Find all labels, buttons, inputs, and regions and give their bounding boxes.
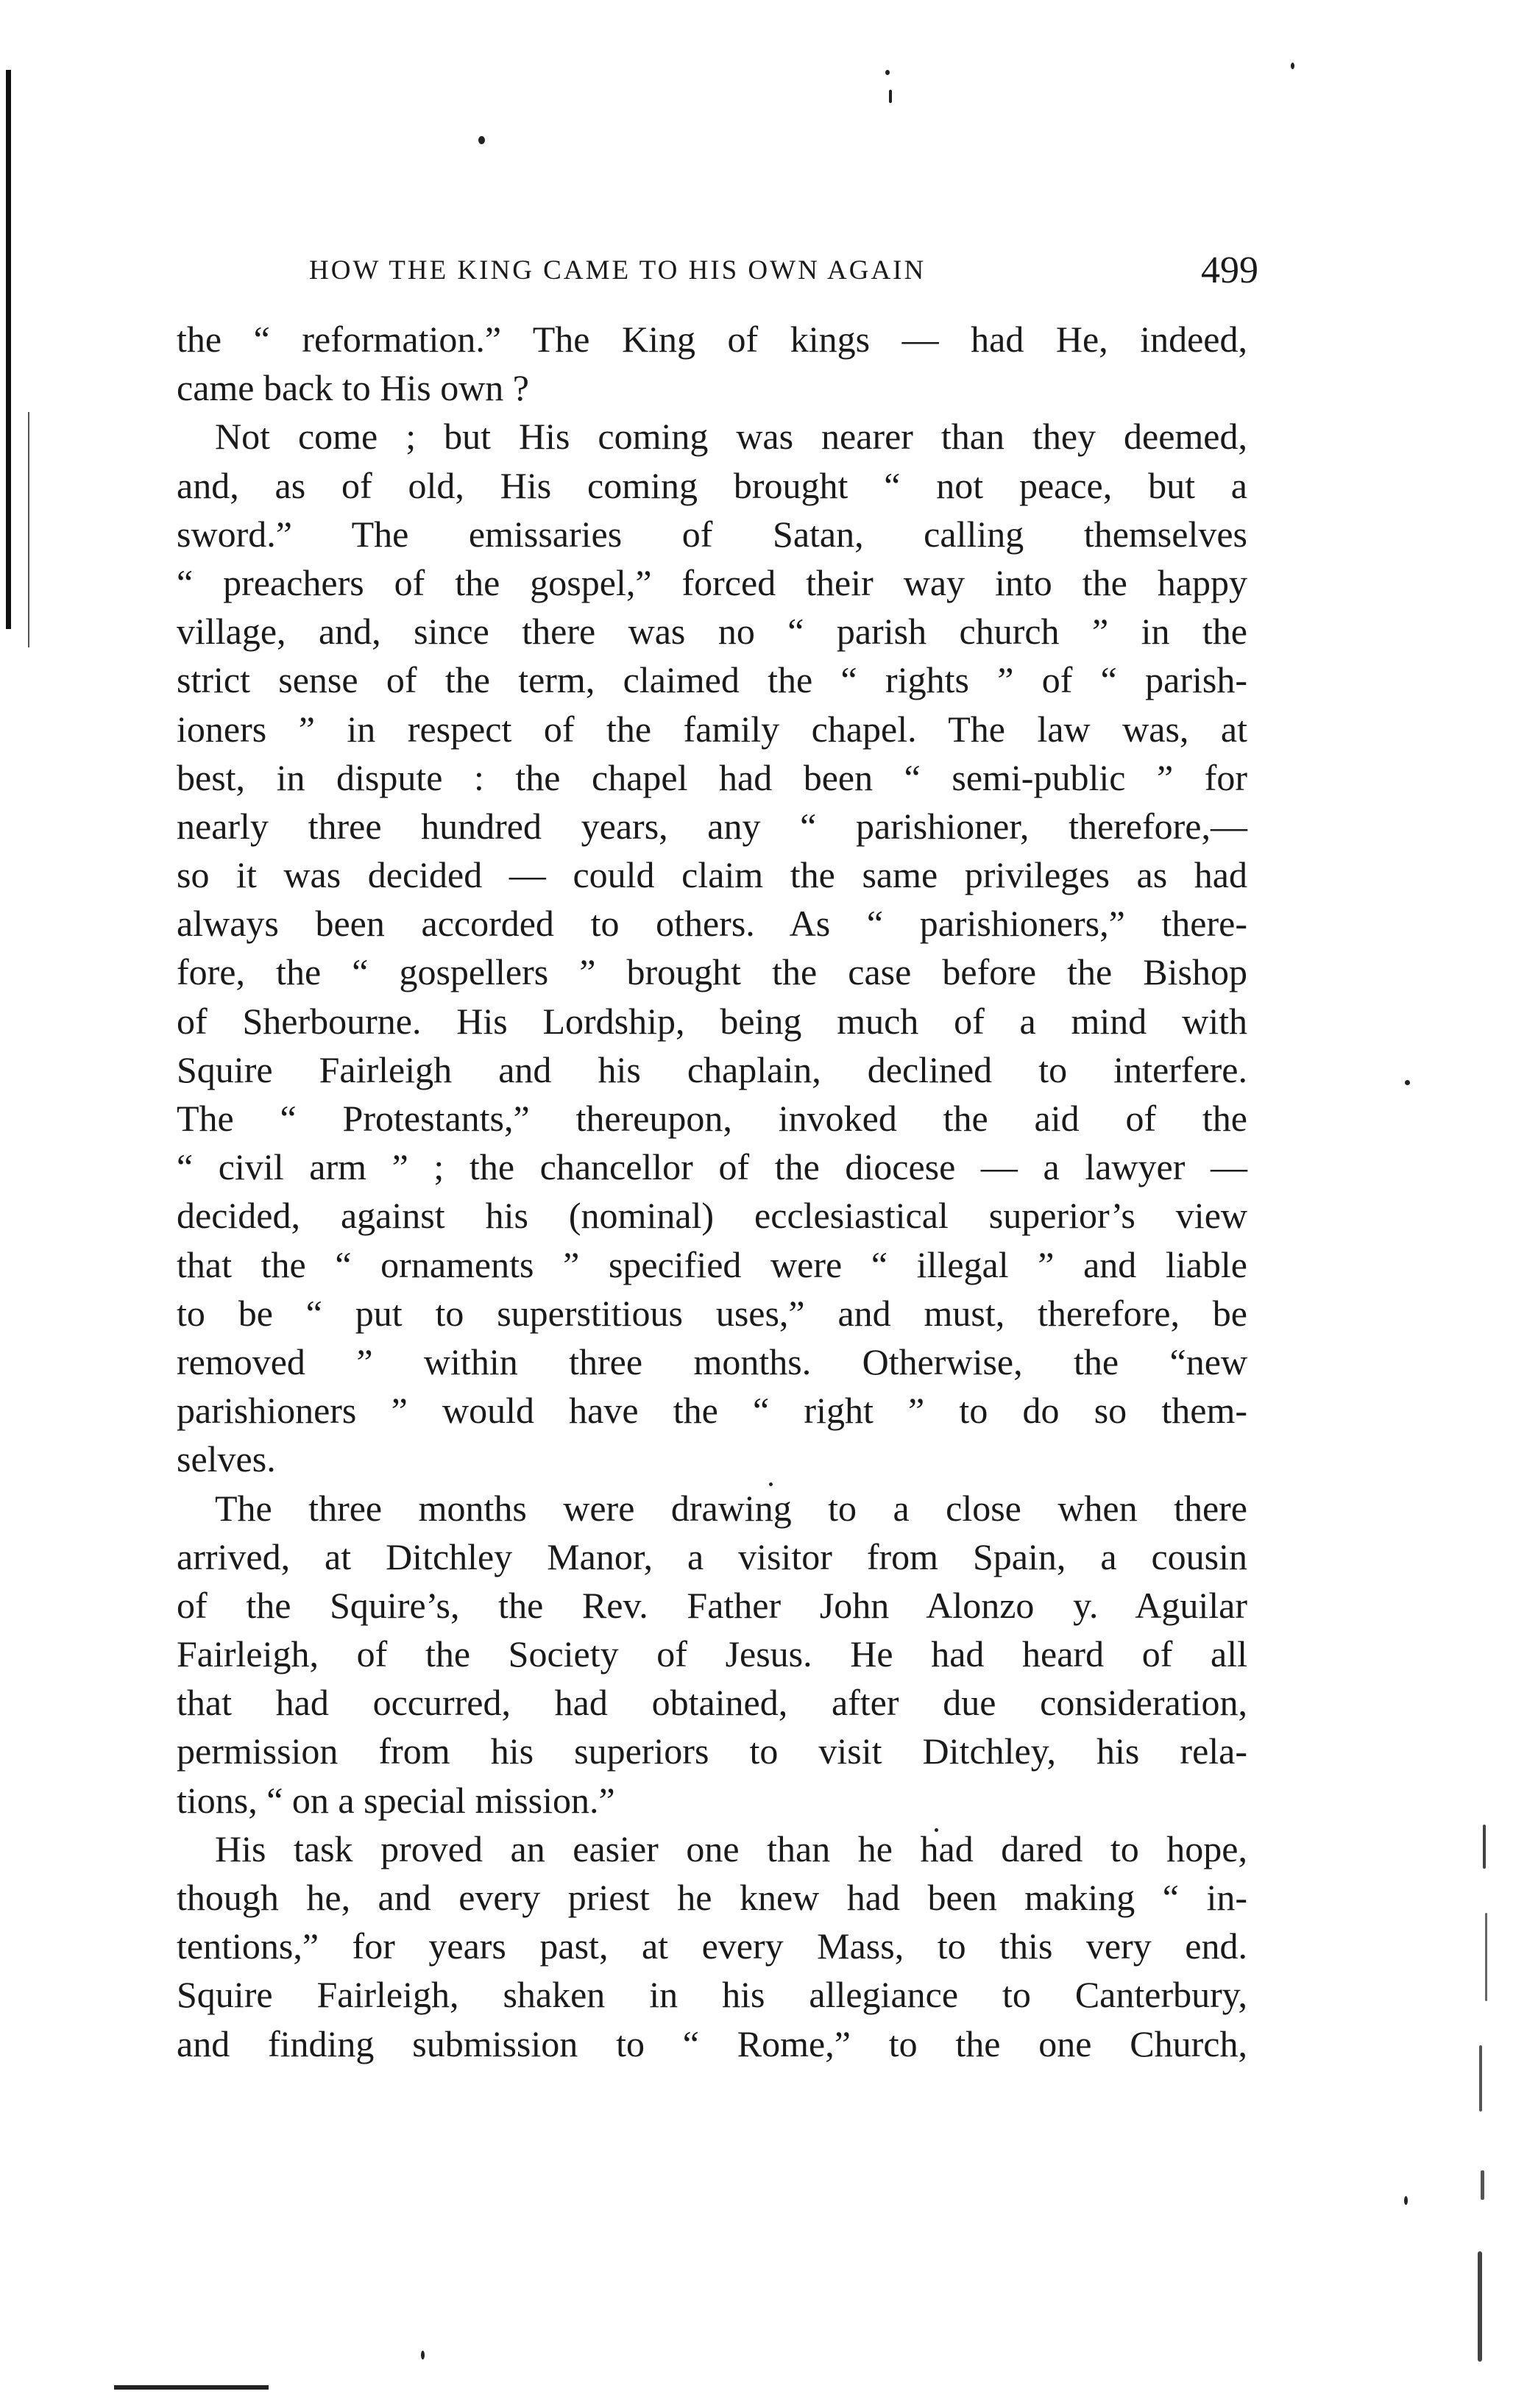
scan-edge-line (28, 412, 29, 647)
text-line: selves. (177, 1438, 276, 1480)
scan-speck (1481, 2170, 1484, 2200)
text-line: ioners ” in respect of the family chapel. The law was, at (177, 708, 1247, 750)
text-line: His task proved an easier one than he had dared to hope, (215, 1828, 1247, 1869)
scan-speck (1479, 2045, 1482, 2112)
text-line: and, as of old, His coming brought “ not peace, but a (177, 464, 1247, 506)
scan-speck (889, 90, 892, 103)
text-line: of Sherbourne. His Lordship, being much of a mind with (177, 1000, 1247, 1042)
text-line: removed ” within three months. Otherwise, the “new (177, 1340, 1247, 1382)
text-line: though he, and every priest he knew had been making “ in- (177, 1877, 1247, 1918)
text-line: tentions,” for years past, at every Mass, to this very end. (177, 1925, 1247, 1967)
text-line: Squire Fairleigh, shaken in his allegiance to Canterbury, (177, 1974, 1247, 2016)
scan-edge-rule (114, 2385, 269, 2390)
body-text (177, 315, 1247, 2068)
text-line: The “ Protestants,” thereupon, invoked the aid of the (177, 1098, 1247, 1139)
text-line: The three months were drawing to a close when there (215, 1487, 1247, 1529)
scan-speck (478, 136, 485, 144)
text-line: tions, “ on a special mission.” (177, 1779, 615, 1821)
text-line: Fairleigh, of the Society of Jesus. He had heard of all (177, 1633, 1247, 1675)
text-line: arrived, at Ditchley Manor, a visitor from Spain, a cousin (177, 1535, 1247, 1577)
running-head-title: HOW THE KING CAME TO HIS OWN AGAIN (309, 255, 926, 285)
scan-speck (1405, 1080, 1410, 1085)
scan-speck (1291, 63, 1294, 69)
text-line: parishioners ” would have the “ right ” to do so them- (177, 1390, 1247, 1432)
text-line: and finding submission to “ Rome,” to the one Church, (177, 2022, 1247, 2064)
text-line: “ civil arm ” ; the chancellor of the diocese — a lawyer — (177, 1146, 1247, 1188)
text-line: permission from his superiors to visit Ditchley, his rela- (177, 1730, 1247, 1772)
running-header (177, 249, 1258, 293)
scan-speck (1485, 1913, 1487, 2001)
text-line: always been accorded to others. As “ parishioners,” there- (177, 903, 1247, 945)
text-line: strict sense of the term, claimed the “ rights ” of “ parish- (177, 659, 1247, 701)
text-line: “ preachers of the gospel,” forced their way into the happy (177, 561, 1247, 603)
scan-speck (1478, 2251, 1482, 2362)
text-line: to be “ put to superstitious uses,” and must, therefore, be (177, 1292, 1247, 1334)
scan-speck (1404, 2196, 1408, 2205)
text-line: village, and, since there was no “ parish church ” in the (177, 611, 1247, 653)
scan-speck (1483, 1825, 1486, 1869)
text-line: of the Squire’s, the Rev. Father John Alonzo y. Aguilar (177, 1584, 1247, 1626)
text-line: so it was decided — could claim the same privileges as had (177, 854, 1247, 896)
text-line: Not come ; but His coming was nearer than they deemed, (215, 416, 1247, 458)
scan-edge-shadow (6, 70, 11, 629)
text-line: nearly three hundred years, any “ parishioner, therefore,— (177, 805, 1247, 847)
text-line: Squire Fairleigh and his chaplain, declined to interfere. (177, 1048, 1247, 1090)
text-line: sword.” The emissaries of Satan, calling themselves (177, 513, 1247, 555)
scan-speck (421, 2351, 425, 2359)
text-line: came back to His own ? (177, 367, 530, 409)
text-line: fore, the “ gospellers ” brought the case before the Bishop (177, 951, 1247, 993)
text-line: that the “ ornaments ” specified were “ illegal ” and liable (177, 1243, 1247, 1285)
scan-speck (885, 70, 890, 75)
text-line: best, in dispute : the chapel had been “ semi-public ” for (177, 756, 1247, 798)
text-line: the “ reformation.” The King of kings — had He, indeed, (177, 319, 1247, 360)
text-line: that had occurred, had obtained, after due consideration, (177, 1682, 1247, 1724)
page-number: 499 (1201, 249, 1258, 291)
text-line: decided, against his (nominal) ecclesiastical superior’s view (177, 1195, 1247, 1237)
